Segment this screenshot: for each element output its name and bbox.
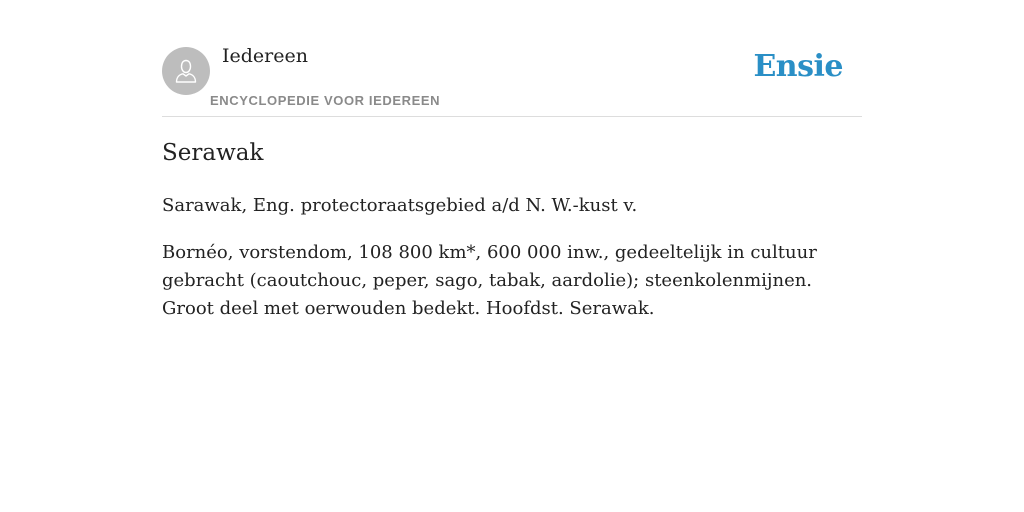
article-paragraph: Sarawak, Eng. protectoraatsgebied a/d N. W.-kust v. [162, 195, 638, 216]
article-body [162, 192, 862, 342]
avatar[interactable] [162, 47, 210, 95]
author-name[interactable]: Iedereen [222, 45, 308, 67]
user-silhouette-icon [171, 56, 201, 86]
page-header [162, 0, 862, 117]
brand-logo[interactable]: Ensie [753, 49, 843, 84]
article-title: Serawak [162, 140, 264, 166]
site-subtitle: ENCYCLOPEDIE VOOR IEDEREEN [210, 93, 441, 108]
article-paragraph: Bornéo, vorstendom, 108 800 km*, 600 000 inw., gedeeltelijk in cultuur gebracht (caoutchouc, peper, sago, tabak, aardolie); steenkolenmijnen. Groot deel met oerwouden bedekt. Hoofdst. Serawak. [162, 242, 817, 319]
page-container [162, 0, 862, 319]
